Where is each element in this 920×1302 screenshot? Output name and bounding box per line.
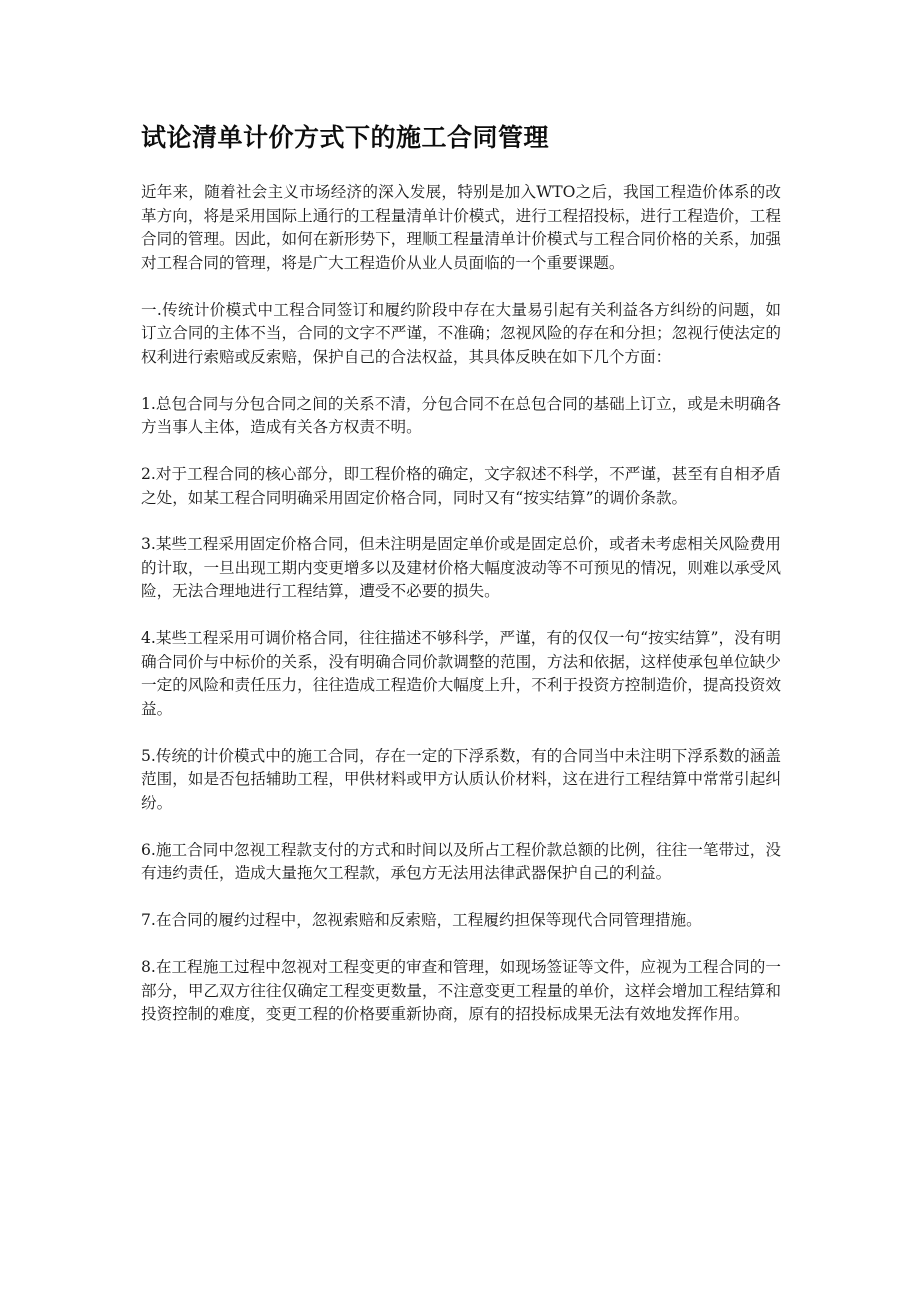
list-item-6: 6.施工合同中忽视工程款支付的方式和时间以及所占工程价款总额的比例，往往一笔带过，没有违约责任，造成大量拖欠工程款，承包方无法用法律武器保护自己的利益。 bbox=[141, 840, 781, 883]
list-item-8: 8.在工程施工过程中忽视对工程变更的审查和管理，如现场签证等文件，应视为工程合同的一部分，甲乙双方往往仅确定工程变更数量，不注意变更工程量的单价，这样会增加工程结算和投资控制的难度，变更工程的价格要重新协商，原有的招投标成果无法有效地发挥作用。 bbox=[141, 957, 781, 1024]
list-item-5: 5.传统的计价模式中的施工合同，存在一定的下浮系数，有的合同当中未注明下浮系数的涵盖范围，如是否包括辅助工程，甲供材料或甲方认质认价材料，这在进行工程结算中常常引起纠纷。 bbox=[141, 746, 781, 812]
document-page bbox=[141, 118, 781, 1027]
list-item-2: 2.对于工程合同的核心部分，即工程价格的确定，文字叙述不科学，不严谨，甚至有自相矛盾之处，如某工程合同明确采用固定价格合同，同时又有“按实结算”的调价条款。 bbox=[141, 464, 781, 507]
list-item-1: 1.总包合同与分包合同之间的关系不清，分包合同不在总包合同的基础上订立，或是未明确各方当事人主体，造成有关各方权责不明。 bbox=[141, 394, 781, 437]
list-item-3: 3.某些工程采用固定价格合同，但未注明是固定单价或是固定总价，或者未考虑相关风险费用的计取，一旦出现工期内变更增多以及建材价格大幅度波动等不可预见的情况，则难以承受风险，无法合理地进行工程结算，遭受不必要的损失。 bbox=[141, 535, 781, 601]
section-one-paragraph: 一.传统计价模式中工程合同签订和履约阶段中存在大量易引起有关利益各方纠纷的问题，如订立合同的主体不当，合同的文字不严谨，不准确；忽视风险的存在和分担；忽视行使法定的权利进行索赔或反索赔，保护自己的合法权益，其具体反映在如下几个方面： bbox=[141, 300, 781, 366]
list-item-4: 4.某些工程采用可调价格合同，往往描述不够科学，严谨，有的仅仅一句“按实结算”，没有明确合同价与中标价的关系，没有明确合同价款调整的范围，方法和依据，这样使承包单位缺少一定的风险和责任压力，往往造成工程造价大幅度上升，不利于投资方控制造价，提高投资效益。 bbox=[141, 629, 781, 719]
list-item-7: 7.在合同的履约过程中，忽视索赔和反索赔，工程履约担保等现代合同管理措施。 bbox=[141, 911, 702, 930]
document-title: 试论清单计价方式下的施工合同管理 bbox=[141, 123, 550, 152]
intro-paragraph: 近年来，随着社会主义市场经济的深入发展，特别是加入WTO之后，我国工程造价体系的改革方向，将是采用国际上通行的工程量清单计价模式，进行工程招投标，进行工程造价，工程合同的管理。因此，如何在新形势下，理顺工程量清单计价模式与工程合同价格的关系，加强对工程合同的管理，将是广大工程造价从业人员面临的一个重要课题。 bbox=[141, 183, 781, 272]
